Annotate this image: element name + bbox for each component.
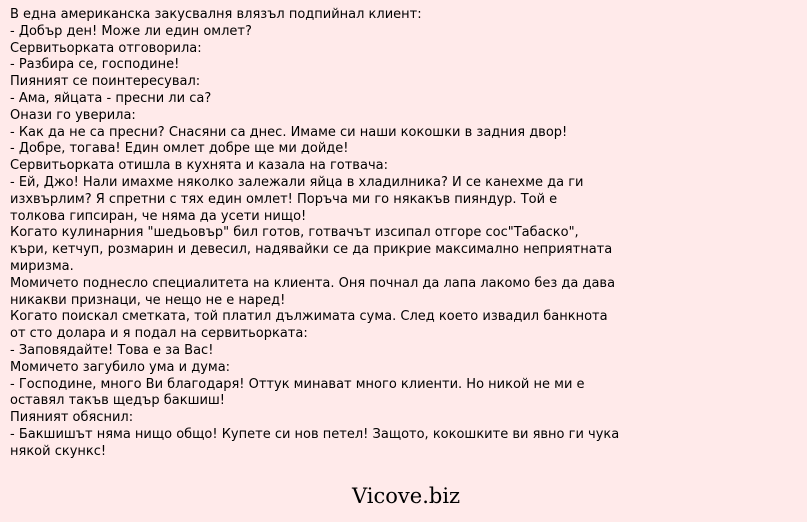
story-line: миризма. xyxy=(10,258,74,274)
story-line: Пияният се поинтересувал: xyxy=(10,74,201,90)
story-line: Момичето загубило ума и дума: xyxy=(10,359,231,375)
story-line: - Ама, яйцата - пресни ли са? xyxy=(10,90,212,106)
story-line: изхвърлим? Я спретни с тях един омлет! Поръча ми го някакъв пияндур. Той е xyxy=(10,191,558,207)
site-watermark: Vicove.biz xyxy=(352,484,461,508)
story-line: - Как да не са пресни? Снасяни са днес. Имаме си наши кокошки в задния двор! xyxy=(10,124,568,140)
story-line: - Добре, тогава! Един омлет добре ще ми дойде! xyxy=(10,141,349,157)
story-line: Когато кулинарния "шедьовър" бил готов, готвачът изсипал отгоре сос"Табаско", xyxy=(10,225,579,241)
story-line: - Разбира се, господине! xyxy=(10,57,180,73)
story-line: - Заповядайте! Това е за Вас! xyxy=(10,342,214,358)
story-line: къри, кетчуп, розмарин и девесил, надявайки се да прикрие максимално неприятната xyxy=(10,242,613,258)
story-line: от сто долара и я подал на сервитьорката: xyxy=(10,326,308,342)
story-line: никакви признаци, че нещо не е наред! xyxy=(10,292,286,308)
story-line: Сервитьорката отговорила: xyxy=(10,40,202,56)
story-line: Сервитьорката отишла в кухнята и казала на готвача: xyxy=(10,158,388,174)
story-line: - Бакшишът няма нищо общо! Купете си нов петел! Защото, кокошките ви явно ги чука xyxy=(10,426,620,442)
joke-text xyxy=(10,7,800,461)
story-line: оставял такъв щедър бакшиш! xyxy=(10,393,226,409)
story-line: Онази го уверила: xyxy=(10,107,136,123)
story-line: някой скункс! xyxy=(10,443,107,459)
story-line: - Господине, много Ви благодаря! Оттук минават много клиенти. Но никой не ми е xyxy=(10,376,585,392)
story-line: - Ей, Джо! Нали имахме няколко залежали яйца в хладилника? И се канехме да ги xyxy=(10,174,584,190)
story-line: Пияният обяснил: xyxy=(10,410,134,426)
story-line: толкова гипсиран, че няма да усети нищо! xyxy=(10,208,307,224)
story-line: Момичето поднесло специалитета на клиента. Оня почнал да лапа лакомо без да дава xyxy=(10,275,616,291)
story-line: - Добър ден! Може ли един омлет? xyxy=(10,23,252,39)
story-line: Когато поискал сметката, той платил дължимата сума. След което извадил банкнота xyxy=(10,309,608,325)
story-line: В една американска закусвалня влязъл подпийнал клиент: xyxy=(10,7,422,22)
